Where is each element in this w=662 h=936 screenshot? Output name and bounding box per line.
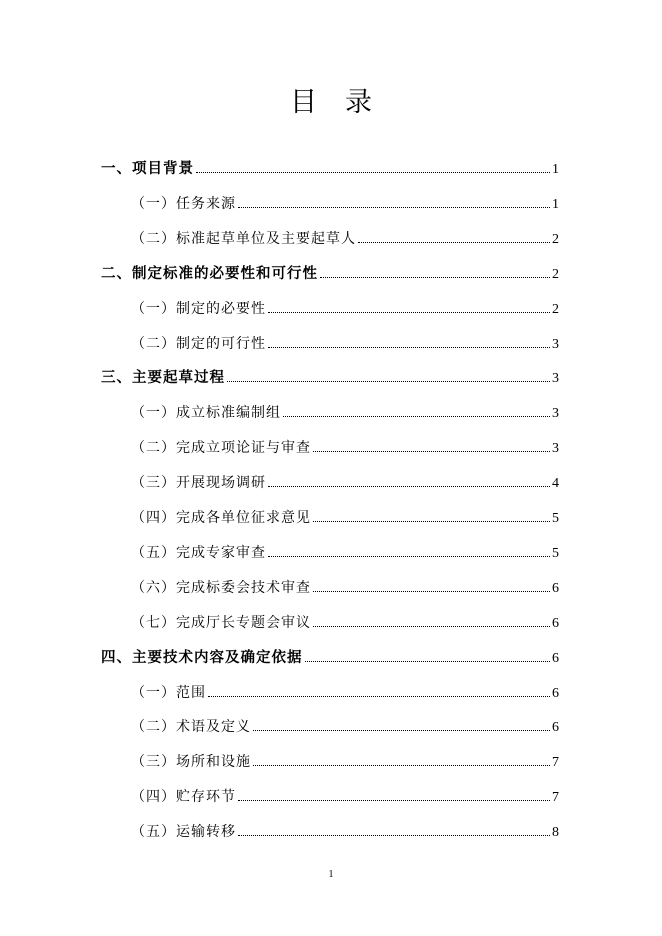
toc-entry-label: 三、主要起草过程 xyxy=(101,370,225,387)
toc-dot-leader xyxy=(320,277,550,278)
toc-subsection-entry[interactable] xyxy=(131,505,559,527)
toc-subsection-entry[interactable] xyxy=(131,680,559,702)
toc-entry-page: 5 xyxy=(552,545,559,561)
toc-section-entry[interactable] xyxy=(101,365,559,387)
toc-subsection-entry[interactable] xyxy=(131,540,559,562)
toc-entry-page: 6 xyxy=(552,615,559,631)
toc-dot-leader xyxy=(283,416,550,417)
toc-entry-label: （一）制定的必要性 xyxy=(131,300,266,317)
toc-entry-label: （六）完成标委会技术审查 xyxy=(131,579,311,596)
toc-entry-label: （五）完成专家审查 xyxy=(131,544,266,561)
toc-entry-label: （一）成立标准编制组 xyxy=(131,405,281,422)
toc-entry-page: 7 xyxy=(552,755,559,771)
toc-entry-label: （二）术语及定义 xyxy=(131,719,251,736)
toc-section-entry[interactable] xyxy=(101,156,559,178)
toc-dot-leader xyxy=(313,521,550,522)
toc-entry-page: 6 xyxy=(552,650,559,666)
toc-dot-leader xyxy=(238,835,550,836)
toc-entry-page: 2 xyxy=(552,301,559,317)
toc-entry-page: 6 xyxy=(552,580,559,596)
toc-dot-leader xyxy=(253,730,550,731)
toc-entry-label: （七）完成厅长专题会审议 xyxy=(131,614,311,631)
toc-entry-label: （四）贮存环节 xyxy=(131,789,236,806)
toc-subsection-entry[interactable] xyxy=(131,749,559,771)
toc-entry-page: 3 xyxy=(552,336,559,352)
toc-subsection-entry[interactable] xyxy=(131,191,559,213)
toc-entry-page: 6 xyxy=(552,720,559,736)
toc-entry-label: 二、制定标准的必要性和可行性 xyxy=(101,265,318,282)
page-title: 目录 xyxy=(290,87,400,118)
toc-subsection-entry[interactable] xyxy=(131,226,559,248)
toc-dot-leader xyxy=(196,172,550,173)
toc-entry-label: （二）标准起草单位及主要起草人 xyxy=(131,230,356,247)
toc-subsection-entry[interactable] xyxy=(131,784,559,806)
toc-dot-leader xyxy=(238,800,550,801)
toc-entry-label: （二）完成立项论证与审查 xyxy=(131,440,311,457)
toc-entry-label: （四）完成各单位征求意见 xyxy=(131,510,311,526)
toc-entry-label: 一、项目背景 xyxy=(101,161,194,177)
toc-dot-leader xyxy=(268,556,550,557)
toc-subsection-entry[interactable] xyxy=(131,714,559,736)
toc-entry-page: 1 xyxy=(552,196,559,212)
toc-entry-label: （一）范围 xyxy=(131,684,206,701)
toc-subsection-entry[interactable] xyxy=(131,819,559,841)
toc-entry-page: 6 xyxy=(552,685,559,701)
toc-section-entry[interactable] xyxy=(101,261,559,283)
toc-entry-page: 4 xyxy=(552,476,559,492)
toc-dot-leader xyxy=(253,765,550,766)
toc-subsection-entry[interactable] xyxy=(131,575,559,597)
toc-section-entry[interactable] xyxy=(101,645,559,667)
toc-subsection-entry[interactable] xyxy=(131,296,559,318)
toc-entry-page: 7 xyxy=(552,790,559,806)
toc-subsection-entry[interactable] xyxy=(131,400,559,422)
toc-entry-page: 2 xyxy=(552,266,559,282)
toc-entry-page: 3 xyxy=(552,371,559,387)
toc-dot-leader xyxy=(268,312,550,313)
toc-entry-page: 1 xyxy=(552,162,559,177)
toc-subsection-entry[interactable] xyxy=(131,331,559,353)
toc-dot-leader xyxy=(313,451,550,452)
toc-dot-leader xyxy=(313,626,550,627)
toc-entry-page: 3 xyxy=(552,406,559,422)
toc-dot-leader xyxy=(268,486,550,487)
toc-entry-label: （二）制定的可行性 xyxy=(131,335,266,352)
toc-dot-leader xyxy=(358,242,550,243)
toc-entry-label: （一）任务来源 xyxy=(131,195,236,212)
toc-entry-page: 3 xyxy=(552,441,559,457)
toc-dot-leader xyxy=(208,696,550,697)
toc-subsection-entry[interactable] xyxy=(131,610,559,632)
toc-subsection-entry[interactable] xyxy=(131,470,559,492)
toc-entry-label: （三）开展现场调研 xyxy=(131,475,266,492)
toc-subsection-entry[interactable] xyxy=(131,435,559,457)
toc-dot-leader xyxy=(268,347,550,348)
toc-entry-page: 8 xyxy=(552,825,559,841)
toc-entry-label: （三）场所和设施 xyxy=(131,754,251,771)
toc-dot-leader xyxy=(313,591,550,592)
toc-entry-page: 2 xyxy=(552,231,559,247)
toc-entry-label: （五）运输转移 xyxy=(131,824,236,841)
toc-entry-page: 5 xyxy=(552,511,559,526)
page-number: 1 xyxy=(328,869,334,880)
toc-dot-leader xyxy=(305,661,551,662)
toc-dot-leader xyxy=(227,381,550,382)
toc-dot-leader xyxy=(238,207,550,208)
toc-entry-label: 四、主要技术内容及确定依据 xyxy=(101,649,303,666)
